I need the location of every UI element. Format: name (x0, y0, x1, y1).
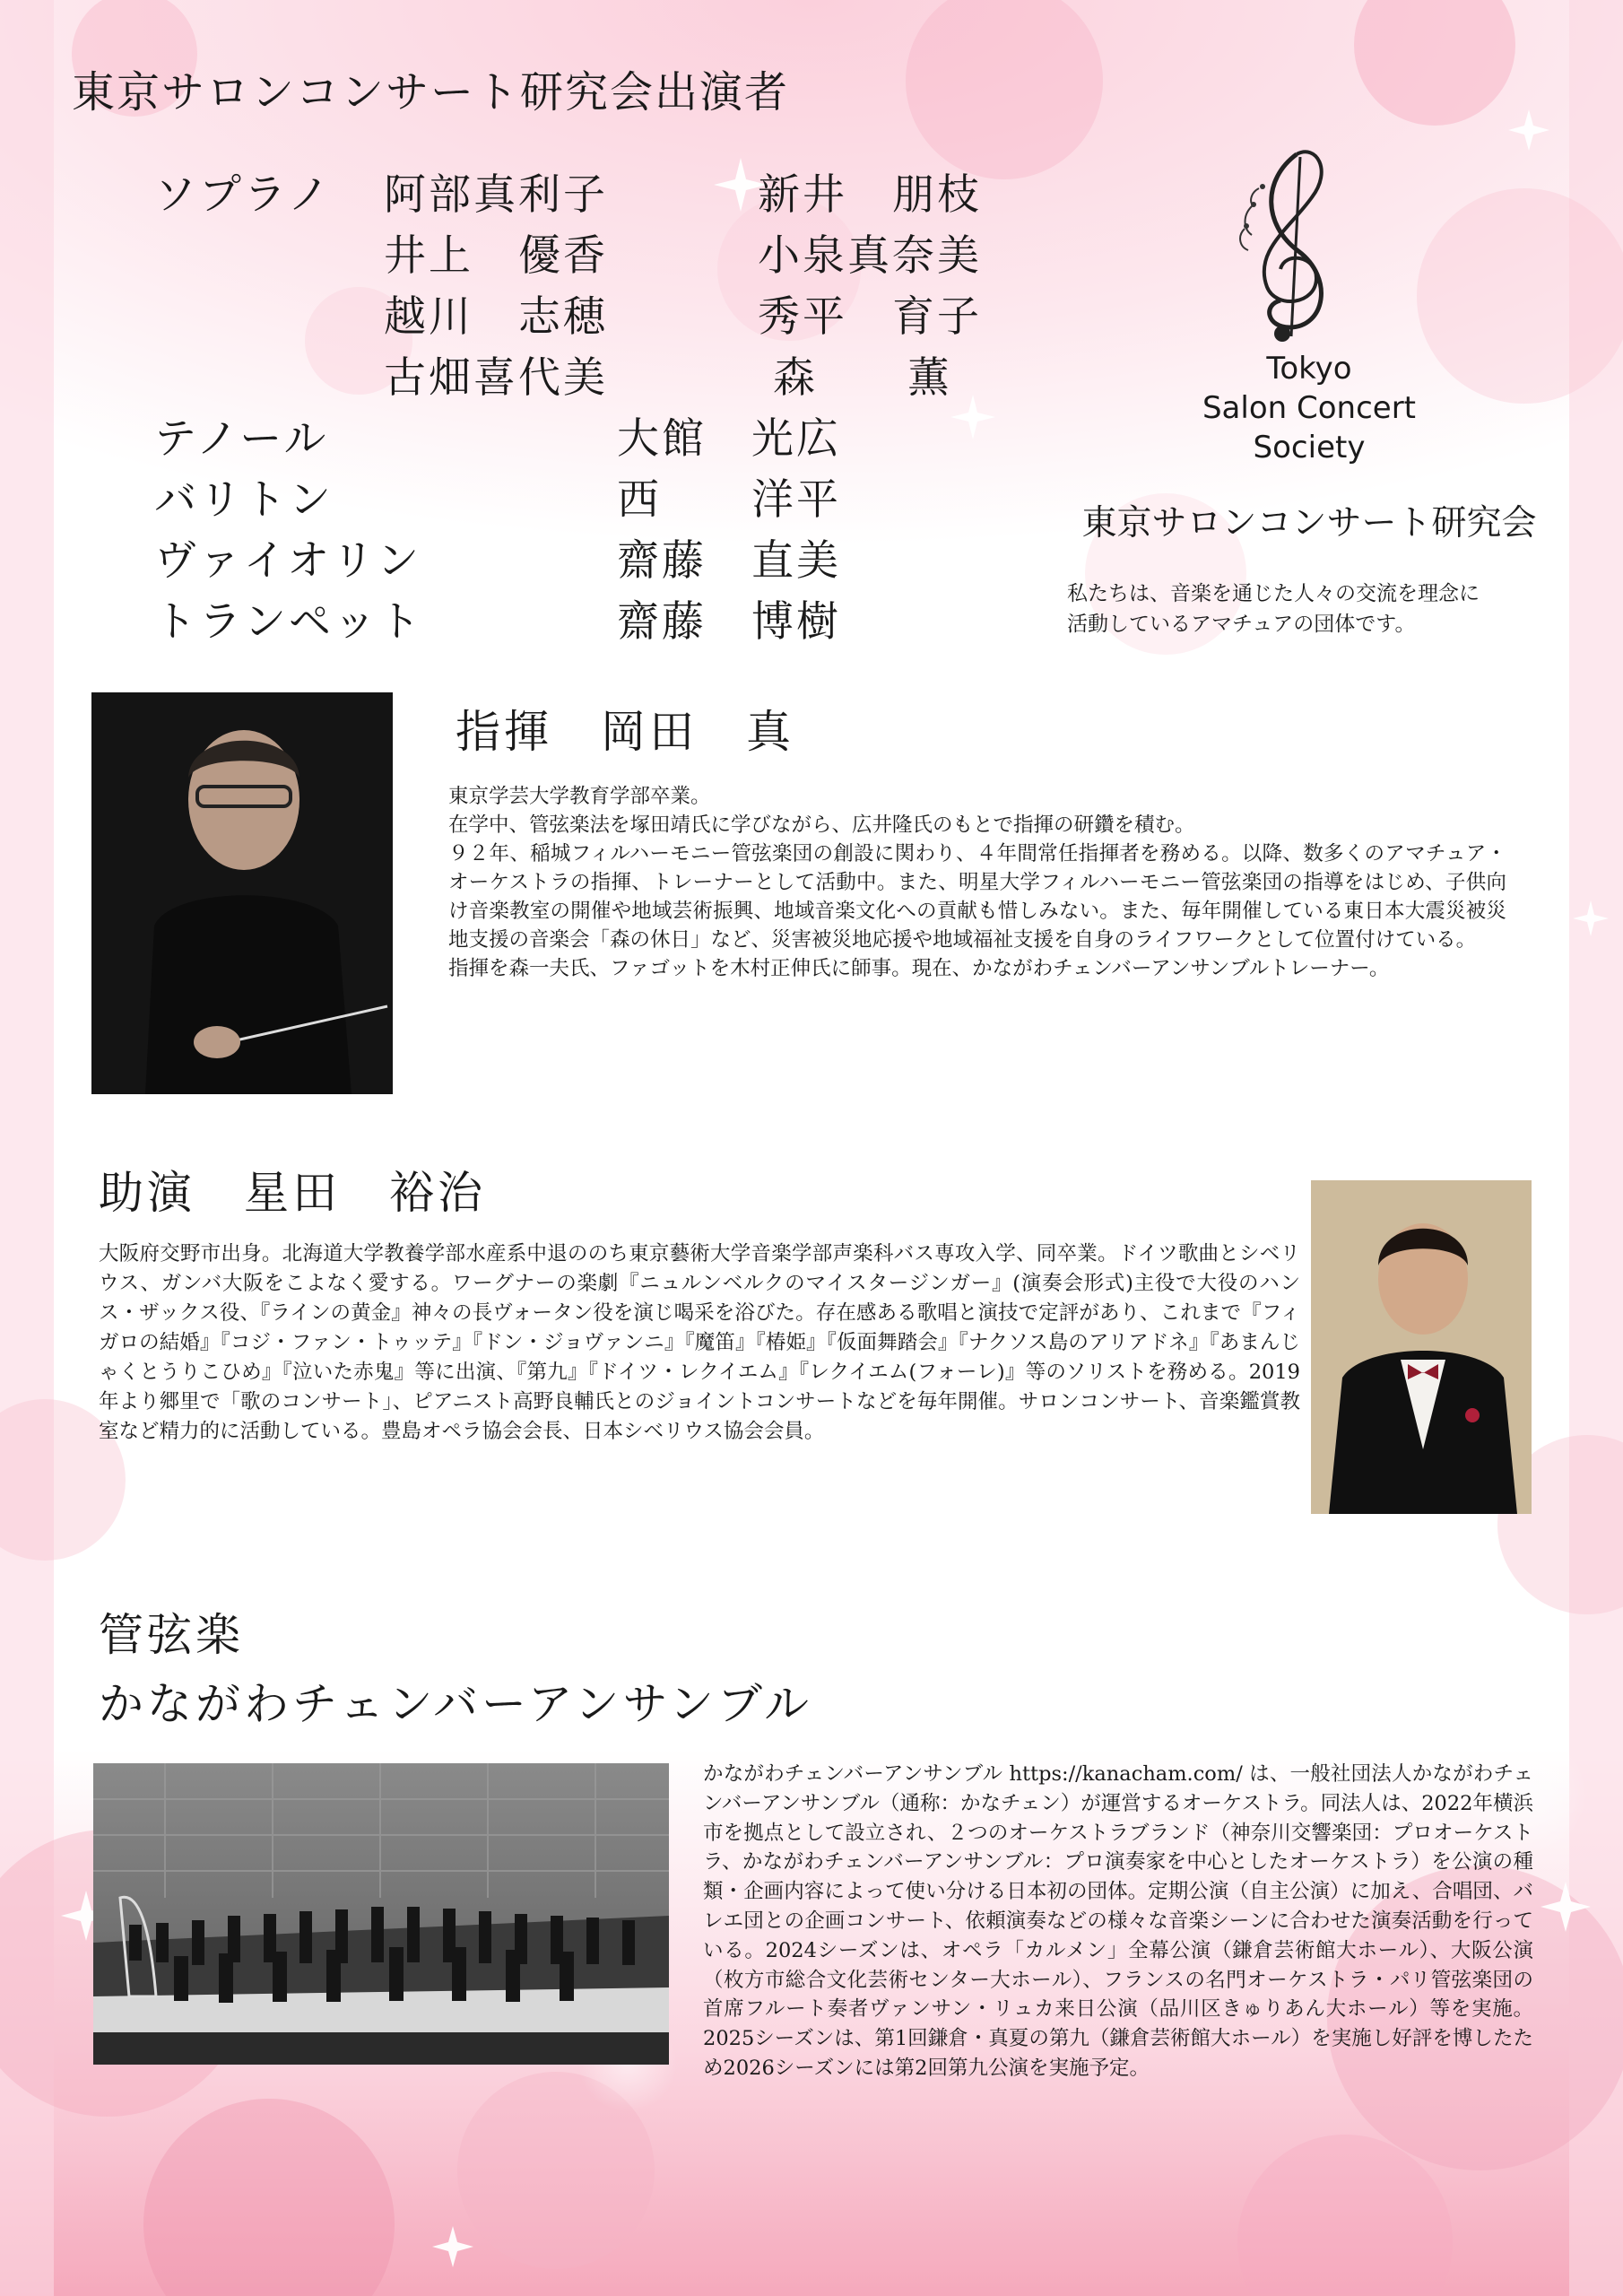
society-description-line-1: 私たちは、音楽を通じた人々の交流を理念に (1067, 582, 1480, 605)
member-name: 小泉真奈美 (758, 231, 982, 281)
member-name: 越川 志穂 (384, 292, 608, 342)
member-name: 古畑喜代美 (384, 353, 608, 403)
assistant-bio: 大阪府交野市出身。北海道大学教養学部水産系中退ののち東京藝術大学音楽学部声楽科バス専攻入学、同卒業。ドイツ歌曲とシベリウス、ガンバ大阪をこよなく愛する。ワーグナーの楽劇『ニュルンベルクのマイスタージンガー』(演奏会形式)主役で大役のハンス・ザックス役、『ラインの黄金』神々の長ヴォータン役を演じ喝采を浴びた。存在感ある歌唱と演技で定評があり、これまで『フィガロの結婚』『コジ・ファン・トゥッテ』『ドン・ジョヴァンニ』『魔笛』『椿姫』『仮面舞踏会』『ナクソス島のアリアドネ』『あまんじゃくとうりこひめ』『泣いた赤鬼』等に出演、『第九』『ドイツ・レクイエム』『レクイエム(フォーレ)』等のソリストを務める。2019年より郷里で「歌のコンサート」、ピアニスト高野良輔氏とのジョイントコンサートなどを毎年開催。サロンコンサート、音楽鑑賞教室など精力的に活動している。豊島オペラ協会会長、日本シベリウス協会会員。 (99, 1242, 1300, 1443)
member-name: 森 薫 (773, 353, 952, 403)
member-name: 大館 光広 (617, 414, 841, 464)
orchestra-heading: 管弦楽 (99, 1609, 244, 1661)
conductor-title: 指揮 岡田 真 (456, 706, 794, 758)
orchestra-name: かながわチェンバーアンサンブル (99, 1678, 812, 1730)
part-baritone: バリトン (154, 475, 334, 525)
logo-line-tokyo: Tokyo (1266, 351, 1352, 387)
society-description-line-2: 活動しているアマチュアの団体です。 (1067, 613, 1416, 636)
logo-line-salon-concert: Salon Concert (1202, 390, 1417, 426)
assistant-photo (1311, 1180, 1532, 1514)
conductor-bio-line: 東京学芸大学教育学部卒業。 (448, 785, 711, 808)
conductor-bio-line: 在学中、管弦楽法を塚田靖氏に学びながら、広井隆氏のもとで指揮の研鑽を積む。 (448, 813, 1195, 837)
member-name: 新井 朋枝 (758, 170, 982, 220)
member-name: 齋藤 直美 (617, 536, 841, 586)
member-name: 阿部真利子 (384, 170, 608, 220)
treble-clef-logo-icon (1227, 144, 1361, 350)
page-title: 東京サロンコンサート研究会出演者 (72, 67, 790, 117)
member-name: 井上 優香 (384, 231, 608, 281)
assistant-title: 助演 星田 裕治 (99, 1167, 486, 1219)
part-trumpet: トランペット (154, 597, 423, 647)
conductor-photo (91, 692, 393, 1094)
society-japanese-name: 東京サロンコンサート研究会 (1081, 503, 1537, 544)
conductor-bio-line: ９２年、稲城フィルハーモニー管弦楽団の創設に関わり、４年間常任指揮者を務める。以降、数多くのアマチュア・オーケストラの指揮、トレーナーとして活動中。また、明星大学フィルハーモニー管弦楽団の指導をはじめ、子供向け音楽教室の開催や地域芸術振興、地域音楽文化への貢献も惜しみない。また、毎年開催している東日本大震災被災地支援の音楽会「森の休日」など、災害被災地応援や地域福祉支援を自身のライフワークとして位置付けている。 (448, 842, 1506, 952)
orchestra-photo (93, 1763, 669, 2065)
member-name: 西 洋平 (617, 475, 841, 525)
part-soprano: ソプラノ (154, 170, 333, 220)
conductor-bio-line: 指揮を森一夫氏、ファゴットを木村正伸氏に師事。現在、かながわチェンバーアンサンブルトレーナー。 (448, 957, 1390, 980)
member-name: 齋藤 博樹 (617, 597, 841, 647)
part-tenor: テノール (154, 414, 329, 464)
logo-line-society: Society (1253, 430, 1366, 465)
part-violin: ヴァイオリン (154, 536, 422, 586)
member-name: 秀平 育子 (758, 292, 982, 342)
conductor-bio (448, 782, 1506, 983)
society-logo (1031, 144, 1587, 646)
orchestra-bio: かながわチェンバーアンサンブル https://kanacham.com/ は、一般社団法人かながわチェンバーアンサンブル（通称：かなチェン）が運営するオーケストラ。同法人は、2022年横浜市を拠点として設立され、２つのオーケストラブランド（神奈川交響楽団：プロオーケストラ、かながわチェンバーアンサンブル：プロ演奏家を中心としたオーケストラ）を公演の種類・企画内容によって使い分ける日本初の団体。定期公演（自主公演）に加え、合唱団、バレエ団との企画コンサート、依頼演奏などの様々な音楽シーンに合わせた演奏活動を行っている。2024シーズンは、オペラ「カルメン」全幕公演（鎌倉芸術館大ホール）、大阪公演（枚方市総合文化芸術センター大ホール）、フランスの名門オーケストラ・パリ管弦楽団の首席フルート奏者ヴァンサン・リュカ来日公演（品川区きゅりあん大ホール）等を実施。2025シーズンは、第1回鎌倉・真夏の第九（鎌倉芸術館大ホール）を実施し好評を博したため2026シーズンには第2回第九公演を実施予定。 (703, 1762, 1533, 2080)
